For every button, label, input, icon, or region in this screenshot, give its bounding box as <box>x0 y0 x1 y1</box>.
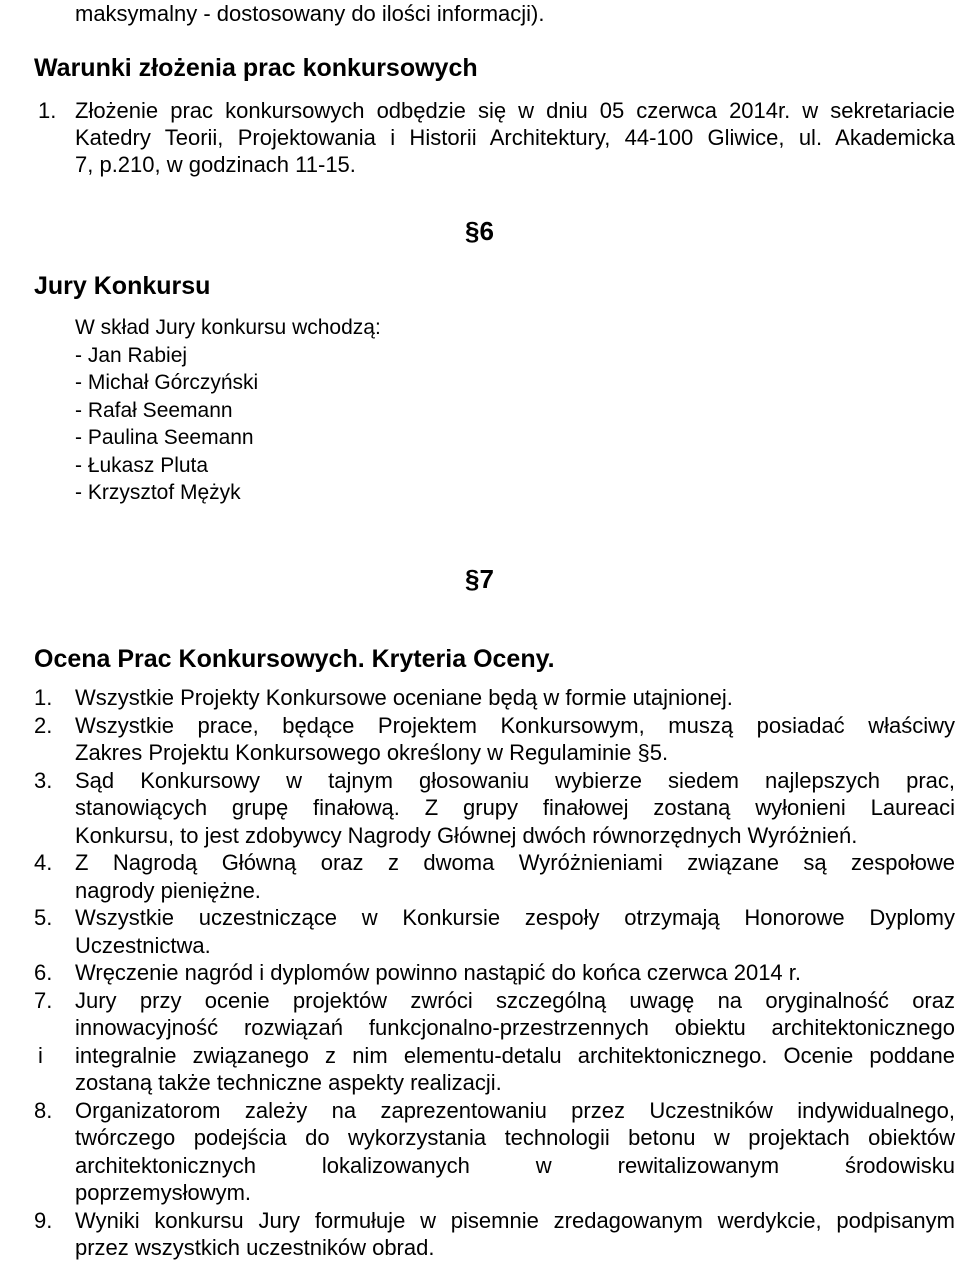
criteria-item <box>0 767 955 850</box>
criteria-item <box>0 1207 955 1262</box>
item-line: Konkursu, to jest zdobywcy Nagrody Głównej dwóch równorzędnych Wyróżnień. <box>75 822 858 848</box>
criteria-item <box>0 959 955 987</box>
jury-intro: W skład Jury konkursu wchodzą: <box>75 316 381 339</box>
warunki-item-text <box>75 97 955 178</box>
item-line: twórczego podejścia do wykorzystania technologii betonu w projektach obiektów <box>75 1125 955 1150</box>
criteria-item <box>0 684 955 712</box>
item-number: 6. <box>34 960 53 985</box>
item-number: 4. <box>34 850 53 875</box>
stray-letter: i <box>38 1042 43 1068</box>
jury-member: - Rafał Seemann <box>75 398 233 422</box>
criteria-list <box>0 684 955 1262</box>
warunki-line: Złożenie prac konkursowych odbędzie się w dniu 05 czerwca 2014r. w sekretariacie <box>75 98 955 123</box>
item-line: Jury przy ocenie projektów zwróci szczególną uwagę na oryginalność oraz <box>75 987 955 1013</box>
item-number: 7. <box>34 987 53 1013</box>
item-number: 2. <box>34 712 53 738</box>
item-number: 1. <box>34 685 53 710</box>
item-number: 9. <box>34 1207 53 1233</box>
warunki-heading: Warunki złożenia prac konkursowych <box>34 54 478 82</box>
item-line: Wyniki konkursu Jury formułuje w pisemnie zredagowanym werdykcie, podpisanym <box>75 1207 955 1233</box>
item-number: 5. <box>34 905 53 930</box>
item-line: Wręczenie nagród i dyplomów powinno nastąpić do końca czerwca 2014 r. <box>75 960 801 985</box>
top-line: maksymalny - dostosowany do ilości informacji). <box>75 1 545 26</box>
jury-heading: Jury Konkursu <box>34 272 211 300</box>
criteria-item <box>0 1097 955 1207</box>
item-line: Uczestnictwa. <box>75 932 211 958</box>
item-line: Sąd Konkursowy w tajnym głosowaniu wybierze siedem najlepszych prac, <box>75 767 955 793</box>
jury-member: - Krzysztof Mężyk <box>75 481 241 504</box>
item-line: architektonicznych lokalizowanych w rewitalizowanym środowisku <box>75 1152 955 1178</box>
item-line: Organizatorom zależy na zaprezentowaniu przez Uczestników indywidualnego, <box>75 1097 955 1123</box>
section6-marker: §6 <box>465 216 494 246</box>
warunki-item-number: 1. <box>38 98 57 123</box>
criteria-item <box>0 904 955 959</box>
criteria-item <box>0 712 955 767</box>
item-line-text: integralnie związanego z nim elementu-detalu architektonicznego. Ocenie poddane <box>75 1042 955 1068</box>
section7-marker: §7 <box>465 564 494 594</box>
item-line <box>38 1042 955 1070</box>
warunki-line: Katedry Teorii, Projektowania i Historii Architektury, 44-100 Gliwice, ul. Akademicka <box>75 125 955 150</box>
criteria-item <box>0 849 955 904</box>
jury-member: - Paulina Seemann <box>75 426 254 449</box>
item-line: Wszystkie prace, będące Projektem Konkursowym, muszą posiadać właściwy <box>75 712 955 738</box>
item-line: Wszystkie uczestniczące w Konkursie zespoły otrzymają Honorowe Dyplomy <box>75 905 955 930</box>
jury-member: - Łukasz Pluta <box>75 453 209 477</box>
item-line: stanowiących grupę finałową. Z grupy finałowej zostaną wyłonieni Laureaci <box>75 795 955 820</box>
item-line: Z Nagrodą Główną oraz z dwoma Wyróżnieniami związane są zespołowe <box>75 850 955 875</box>
item-number: 8. <box>34 1097 53 1123</box>
item-line: Zakres Projektu Konkursowego określony w Regulaminie §5. <box>75 740 669 765</box>
warunki-line: 7, p.210, w godzinach 11-15. <box>75 152 356 177</box>
ocena-heading: Ocena Prac Konkursowych. Kryteria Oceny. <box>34 645 555 673</box>
jury-member: - Michał Górczyński <box>75 371 259 394</box>
item-line: poprzemysłowym. <box>75 1180 252 1205</box>
jury-member: - Jan Rabiej <box>75 343 188 367</box>
item-line: przez wszystkich uczestników obrad. <box>75 1235 435 1260</box>
item-line: nagrody pieniężne. <box>75 877 261 903</box>
item-line: innowacyjność rozwiązań funkcjonalno-przestrzennych obiektu architektonicznego <box>75 1015 955 1040</box>
jury-list <box>75 314 381 507</box>
item-line: zostaną także techniczne aspekty realizacji. <box>75 1070 502 1095</box>
item-line: Wszystkie Projekty Konkursowe oceniane będą w formie utajnionej. <box>75 685 733 710</box>
item-number: 3. <box>34 767 53 793</box>
criteria-item <box>0 987 955 1097</box>
